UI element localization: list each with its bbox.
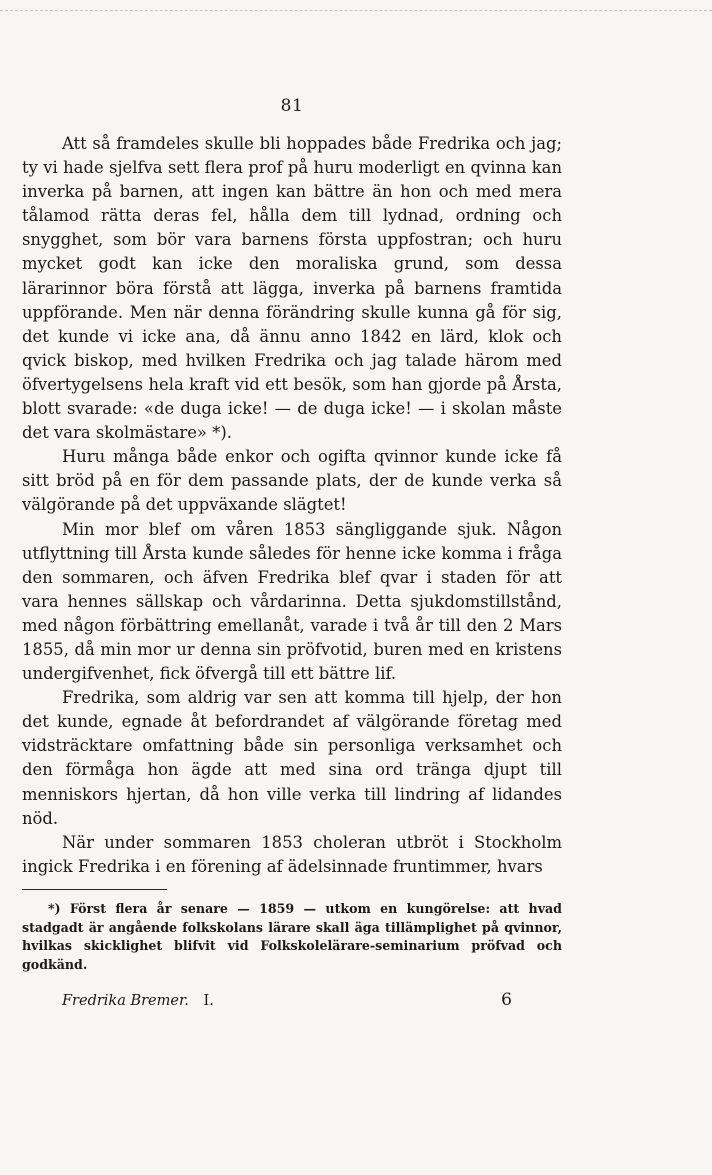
footnote: *) Först flera år senare — 1859 — utkom en kungörelse: att hvad stadgadt är angående folkskolans lärare skall äga tillämplighet på qvinnor, hvilkas skicklighet blifvit vid Folkskolelärare-seminarium pröfvad och godkänd. [22, 900, 562, 972]
paragraph-2: Huru många både enkor och ogifta qvinnor kunde icke få sitt bröd på en för dem passande plats, der de kunde verka så välgörande på det uppväxande slägtet! [22, 447, 562, 515]
signature-sheet-number: 6 [501, 990, 512, 1011]
paragraph-5: När under sommaren 1853 choleran utbröt i Stockholm ingick Fredrika i en förening af ädelsinnade fruntimmer, hvars [22, 832, 562, 876]
footnote-divider [22, 889, 167, 890]
signature-title: Fredrika Bremer. [62, 993, 189, 1010]
body-text [22, 132, 562, 879]
signature-mark [22, 993, 214, 1009]
page-number: 81 [280, 96, 304, 116]
paragraph-1: Att så framdeles skulle bli hoppades både Fredrika och jag; ty vi hade sjelfva sett flera prof på huru moderligt en qvinna kan inverka på barnen, att ingen kan bättre än hon och med mera tålamod rätta deras fel, hålla dem till lydnad, ordning och snygghet, som bör vara barnens första uppfostran; och huru mycket godt kan icke den moraliska grund, som dessa lärarinnor böra förstå att lägga, inverka på barnens framtida uppförande. Men när denna förändring skulle kunna gå för sig, det kunde vi icke ana, då ännu anno 1842 en lärd, klok och qvick biskop, med hvilken Fredrika och jag talade härom med öfvertygelsens hela kraft vid ett besök, som han gjorde på Årsta, blott svarade: «de duga icke! — de duga icke! — i skolan måste det vara skolmästare» *). [22, 134, 562, 443]
paragraph-3: Min mor blef om våren 1853 sängliggande sjuk. Någon utflyttning till Årsta kunde således för henne icke komma i fråga den sommaren, och äfven Fredrika blef qvar i staden för att vara hennes sällskap och vårdarinna. Detta sjukdomstillstånd, med någon förbättring emellanåt, varade i två år till den 2 Mars 1855, då min mor ur denna sin pröfvotid, buren med en kristens undergifvenhet, fick öfvergå till ett bättre lif. [22, 519, 562, 684]
book-page [22, 96, 562, 1010]
signature-volume: I. [203, 993, 214, 1010]
top-border-rule [0, 10, 712, 11]
paragraph-4: Fredrika, som aldrig var sen att komma till hjelp, der hon det kunde, egnade åt befordrandet af välgörande företag med vidsträcktare omfattning både sin personliga verksamhet och den förmåga hon ägde att med sina ord tränga djupt till menniskors hjertan, då hon ville verka till lindring af lidandes nöd. [22, 688, 562, 828]
printer-signature [22, 990, 562, 1010]
